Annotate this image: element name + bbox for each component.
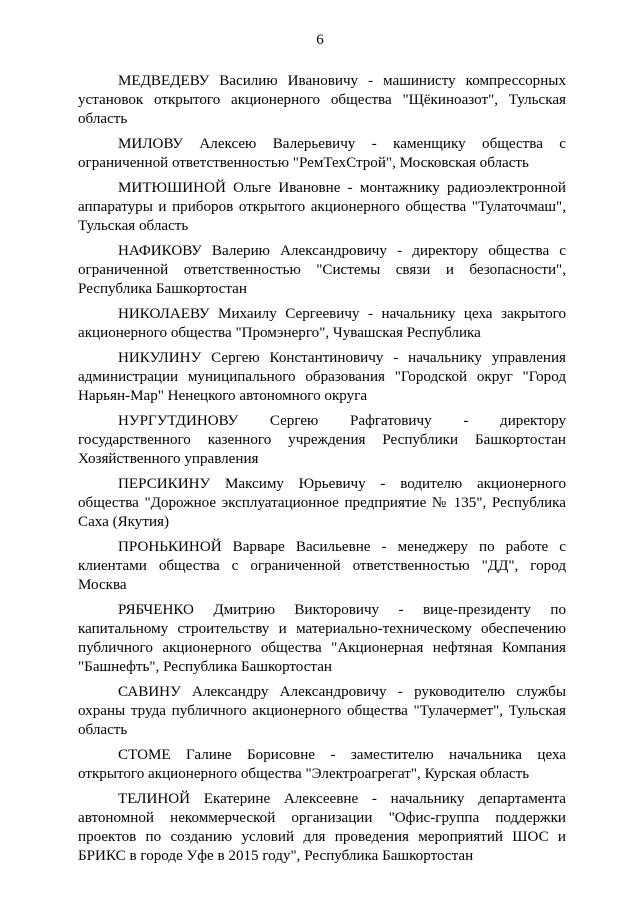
award-entry: ТЕЛИНОЙ Екатерине Алексеевне - начальнику департамента автономной некоммерческой организации "Офис-группа поддержки проектов по созданию условий для проведения мероприятий ШОС и БРИКС в городе Уфе в 2015 году", Республика Башкортостан [78, 791, 566, 864]
award-entry: НУРГУТДИНОВУ Сергею Рафгатовичу - директору государственного казенного учреждения Республики Башкортостан Хозяйственного управления [78, 413, 566, 467]
award-entry: САВИНУ Александру Александровичу - руководителю службы охраны труда публичного акционерного общества "Тулачермет", Тульская область [78, 684, 566, 738]
award-entry: МЕДВЕДЕВУ Василию Ивановичу - машинисту компрессорных установок открытого акционерного общества "Щёкиноазот", Тульская область [78, 73, 566, 127]
award-entry: ПЕРСИКИНУ Максиму Юрьевичу - водителю акционерного общества "Дорожное эксплуатационное предприятие № 135", Республика Саха (Якутия) [78, 476, 566, 530]
page-number: 6 [316, 32, 324, 48]
award-entry: МИТЮШИНОЙ Ольге Ивановне - монтажнику радиоэлектронной аппаратуры и приборов открытого акционерного общества "Тулаточмаш", Тульская область [78, 180, 566, 234]
award-entry: НИКОЛАЕВУ Михаилу Сергеевичу - начальнику цеха закрытого акционерного общества "Промэнерго", Чувашская Республика [78, 306, 566, 341]
award-entry: ПРОНЬКИНОЙ Варваре Васильевне - менеджеру по работе с клиентами общества с ограниченной ответственностью "ДД", город Москва [78, 539, 566, 593]
award-entry: РЯБЧЕНКО Дмитрию Викторовичу - вице-президенту по капитальному строительству и материально-техническому обеспечению публичного акционерного общества "Акционерная нефтяная Компания "Башнефть", Республика Башкортостан [78, 602, 566, 675]
award-entry: СТОМЕ Галине Борисовне - заместителю начальника цеха открытого акционерного общества "Электроагрегат", Курская область [78, 747, 566, 782]
award-list [78, 72, 566, 872]
award-entry: МИЛОВУ Алексею Валерьевичу - каменщику общества с ограниченной ответственностью "РемТехСтрой", Московская область [78, 136, 566, 171]
award-entry: НИКУЛИНУ Сергею Константиновичу - начальнику управления администрации муниципального образования "Городской округ "Город Нарьян-Мар" Ненецкого автономного округа [78, 350, 566, 404]
award-entry: НАФИКОВУ Валерию Александровичу - директору общества с ограниченной ответственностью "Системы связи и безопасности", Республика Башкортостан [78, 243, 566, 297]
